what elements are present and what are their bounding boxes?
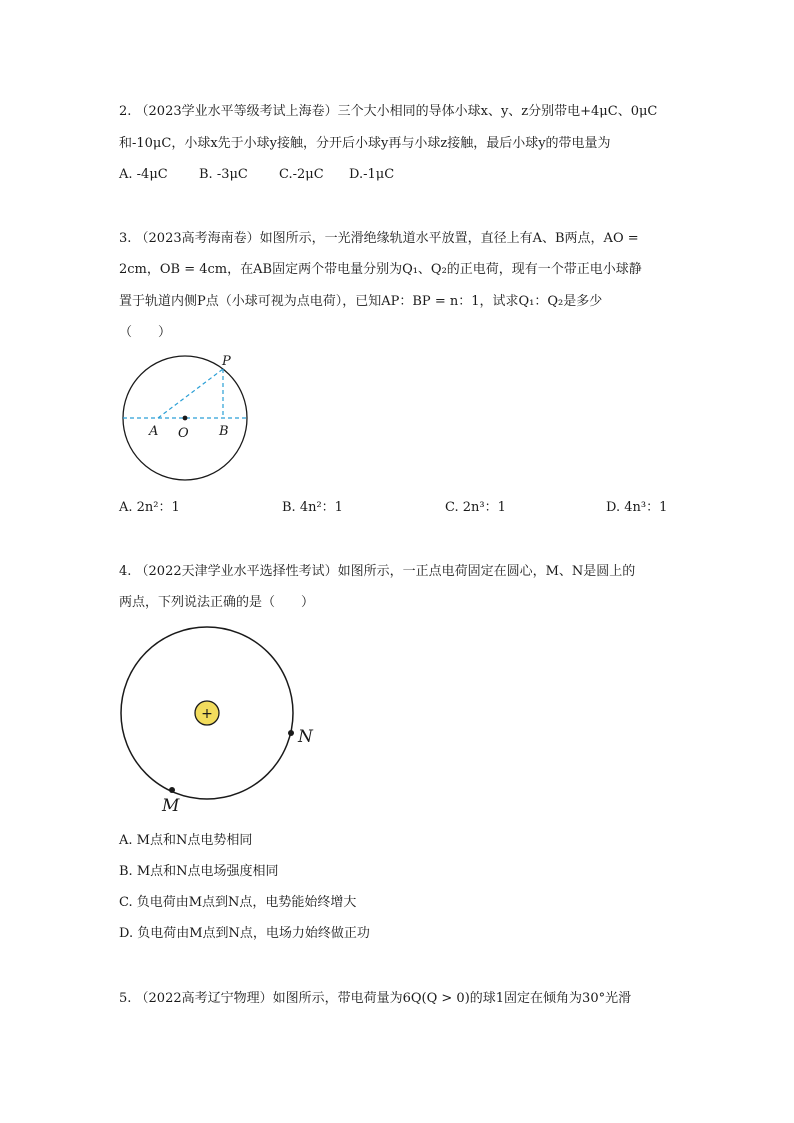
q4-point-m: [169, 787, 175, 793]
q3-option-d: D. 4n³：1: [606, 500, 668, 515]
q3-label-a: A: [149, 424, 159, 439]
q4-circle-figure: [115, 620, 330, 820]
q3-line-1: 3. （2023高考海南卷）如图所示，一光滑绝缘轨道水平放置，直径上有A、B两点，AO =: [119, 231, 639, 246]
q2-option-c: C.-2μC: [279, 167, 324, 182]
q4-option-c: C. 负电荷由M点到N点，电势能始终增大: [119, 895, 357, 910]
q4-option-d: D. 负电荷由M点到N点，电场力始终做正功: [119, 926, 370, 941]
q5-line-1: 5. （2022高考辽宁物理）如图所示，带电荷量为6Q(Q > 0)的球1固定在倾角为30°光滑: [119, 991, 632, 1006]
q2-option-a: A. -4μC: [119, 167, 168, 182]
q3-label-b: B: [219, 424, 229, 439]
q4-charge-sign: +: [201, 706, 213, 722]
q3-line-2: 2cm，OB = 4cm，在AB固定两个带电量分别为Q₁、Q₂的正电荷，现有一个带正电小球静: [119, 262, 642, 277]
q4-point-n: [288, 730, 294, 736]
q2-line-1: 2. （2023学业水平等级考试上海卷）三个大小相同的导体小球x、y、z分别带电+4μC、0μC: [119, 104, 658, 119]
q2-option-b: B. -3μC: [199, 167, 248, 182]
q2-option-d: D.-1μC: [349, 167, 395, 182]
q3-ap-line: [158, 369, 223, 418]
q4-line-2: 两点，下列说法正确的是（ ）: [119, 595, 315, 610]
q3-option-c: C. 2n³：1: [445, 500, 506, 515]
q3-option-b: B. 4n²：1: [282, 500, 343, 515]
q3-line-3: 置于轨道内侧P点（小球可视为点电荷），已知AP：BP = n：1，试求Q₁：Q₂是多少: [119, 294, 603, 309]
q4-label-n: N: [298, 727, 313, 747]
q4-option-b: B. M点和N点电场强度相同: [119, 864, 279, 879]
q3-line-4: （ ）: [119, 325, 172, 340]
q3-label-o: O: [178, 426, 189, 441]
q3-option-a: A. 2n²：1: [119, 500, 180, 515]
q3-circle-figure: [115, 348, 260, 488]
q3-center-dot: [183, 416, 188, 421]
q2-line-2: 和-10μC，小球x先于小球y接触，分开后小球y再与小球z接触，最后小球y的带电量为: [119, 136, 611, 151]
q3-label-p: P: [222, 354, 231, 369]
q4-option-a: A. M点和N点电势相同: [119, 833, 253, 848]
q4-line-1: 4. （2022天津学业水平选择性考试）如图所示，一正点电荷固定在圆心，M、N是圆上的: [119, 564, 636, 579]
q4-label-m: M: [162, 796, 180, 816]
